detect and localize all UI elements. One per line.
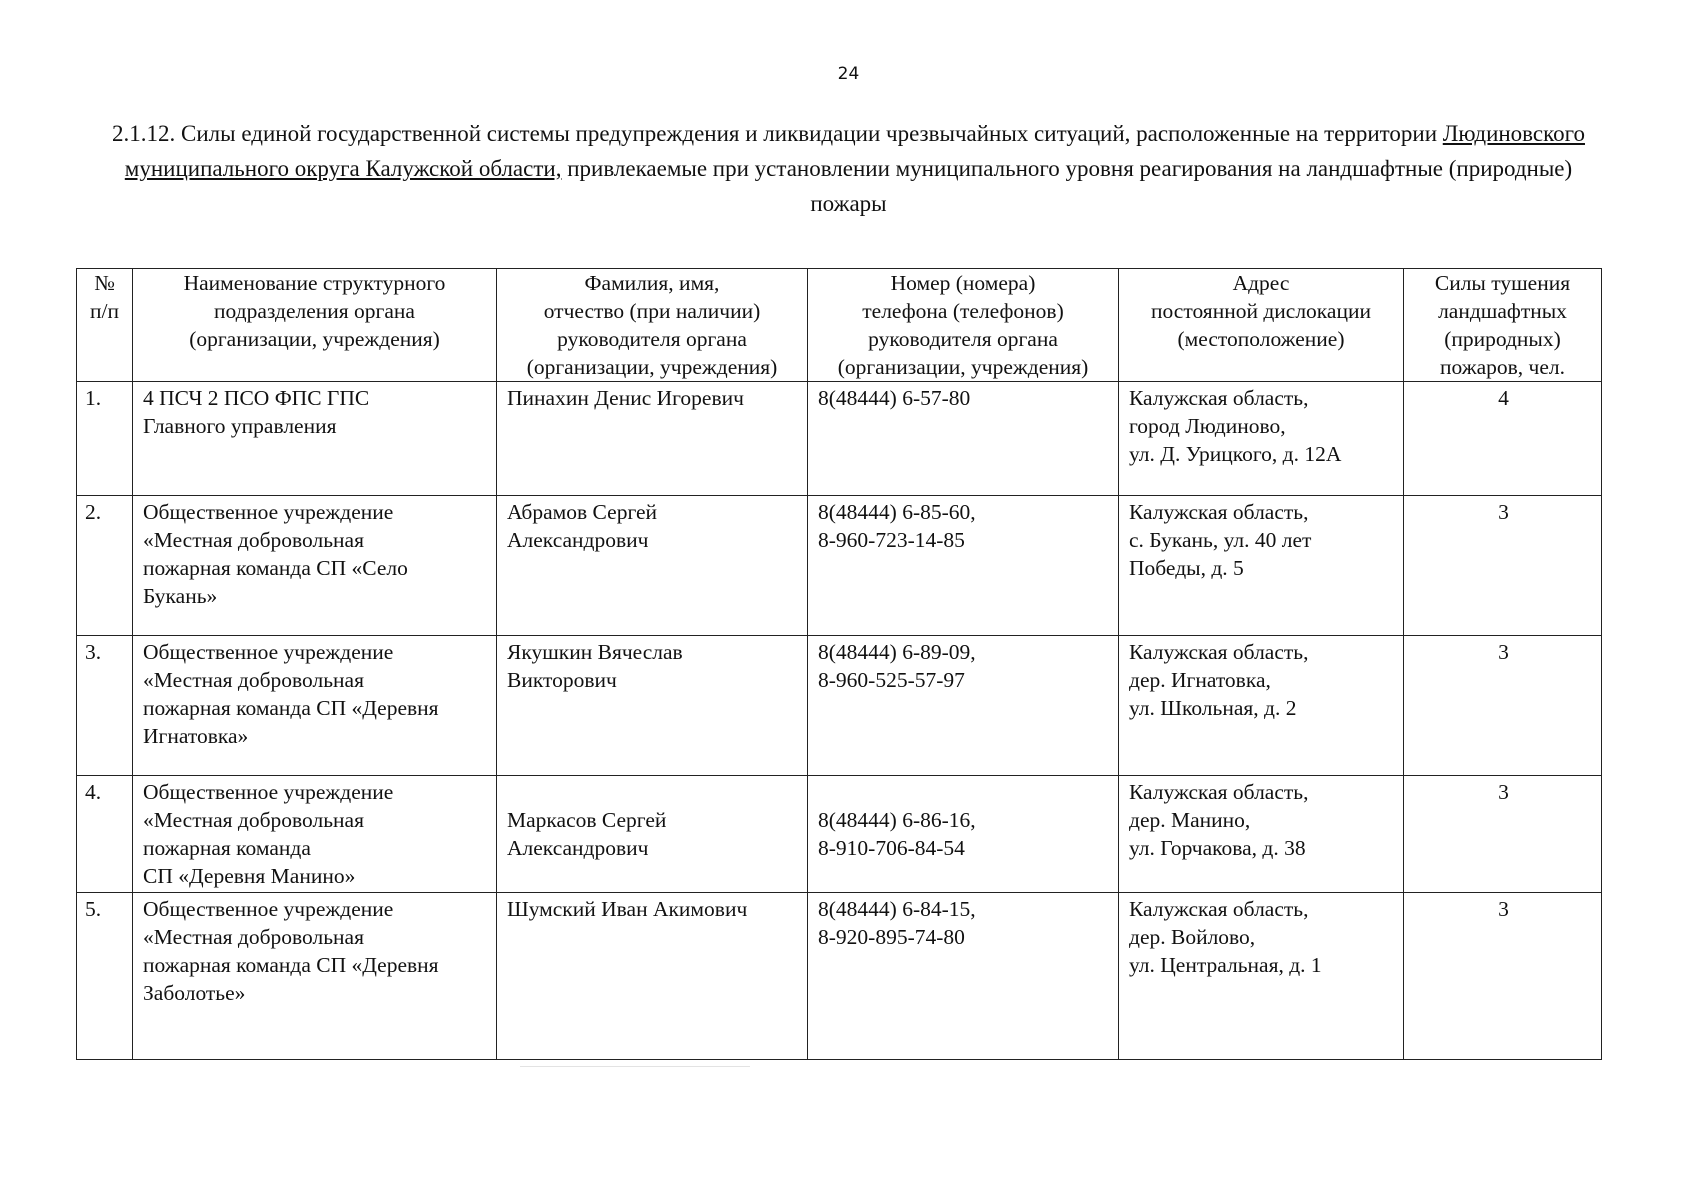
- row-unit-name: Общественное учреждение «Местная добровольная пожарная команда СП «Деревня Игнатовка»: [133, 636, 497, 776]
- forces-table: [76, 268, 1602, 1060]
- title-part-1: 2.1.12. Силы единой государственной системы предупреждения и ликвидации чрезвычайных ситуаций, расположенные на территории: [112, 121, 1443, 146]
- page-number: 24: [837, 64, 860, 84]
- row-address: Калужская область, с. Букань, ул. 40 лет Победы, д. 5: [1119, 496, 1404, 636]
- title-part-2: привлекаемые при установлении муниципального уровня реагирования на ландшафтные (природные) пожары: [561, 156, 1573, 216]
- row-head-name: Шумский Иван Акимович: [497, 893, 808, 1060]
- section-title: [110, 116, 1587, 221]
- row-address: Калужская область, дер. Игнатовка, ул. Школьная, д. 2: [1119, 636, 1404, 776]
- header-head-name: Фамилия, имя, отчество (при наличии) руководителя органа (организации, учреждения): [497, 269, 808, 382]
- header-address: Адрес постоянной дислокации (местоположение): [1119, 269, 1404, 382]
- row-address: Калужская область, дер. Манино, ул. Горчакова, д. 38: [1119, 776, 1404, 893]
- row-address: Калужская область, город Людиново, ул. Д. Урицкого, д. 12А: [1119, 382, 1404, 496]
- table-row: [77, 382, 1602, 496]
- table-row: [77, 893, 1602, 1060]
- row-head-name: Пинахин Денис Игоревич: [497, 382, 808, 496]
- row-number: 1.: [77, 382, 133, 496]
- row-number: 3.: [77, 636, 133, 776]
- row-phone: 8(48444) 6-84-15, 8-920-895-74-80: [808, 893, 1119, 1060]
- row-forces: 4: [1404, 382, 1602, 496]
- title-underlined-region: Людиновского муниципального округа Калужской области,: [124, 121, 1585, 181]
- row-unit-name: 4 ПСЧ 2 ПСО ФПС ГПС Главного управления: [133, 382, 497, 496]
- table-row: [77, 496, 1602, 636]
- row-number: 2.: [77, 496, 133, 636]
- row-phone: 8(48444) 6-89-09, 8-960-525-57-97: [808, 636, 1119, 776]
- row-head-name: Якушкин Вячеслав Викторович: [497, 636, 808, 776]
- row-address: Калужская область, дер. Войлово, ул. Центральная, д. 1: [1119, 893, 1404, 1060]
- table-row: [77, 776, 1602, 893]
- row-forces: 3: [1404, 496, 1602, 636]
- row-unit-name: Общественное учреждение «Местная добровольная пожарная команда СП «Село Букань»: [133, 496, 497, 636]
- header-forces: Силы тушения ландшафтных (природных) пожаров, чел.: [1404, 269, 1602, 382]
- table-header-row: [77, 269, 1602, 382]
- header-unit-name: Наименование структурного подразделения органа (организации, учреждения): [133, 269, 497, 382]
- row-phone: 8(48444) 6-85-60, 8-960-723-14-85: [808, 496, 1119, 636]
- row-phone: 8(48444) 6-86-16, 8-910-706-84-54: [808, 776, 1119, 893]
- row-forces: 3: [1404, 776, 1602, 893]
- row-number: 4.: [77, 776, 133, 893]
- row-phone: 8(48444) 6-57-80: [808, 382, 1119, 496]
- scan-artifact-line: [520, 1066, 750, 1067]
- table-row: [77, 636, 1602, 776]
- row-forces: 3: [1404, 636, 1602, 776]
- row-head-name: Маркасов Сергей Александрович: [497, 776, 808, 893]
- row-unit-name: Общественное учреждение «Местная добровольная пожарная команда СП «Деревня Заболотье»: [133, 893, 497, 1060]
- row-unit-name: Общественное учреждение «Местная добровольная пожарная команда СП «Деревня Манино»: [133, 776, 497, 893]
- row-number: 5.: [77, 893, 133, 1060]
- header-phone: Номер (номера) телефона (телефонов) руководителя органа (организации, учреждения): [808, 269, 1119, 382]
- header-number: № п/п: [77, 269, 133, 382]
- row-forces: 3: [1404, 893, 1602, 1060]
- row-head-name: Абрамов Сергей Александрович: [497, 496, 808, 636]
